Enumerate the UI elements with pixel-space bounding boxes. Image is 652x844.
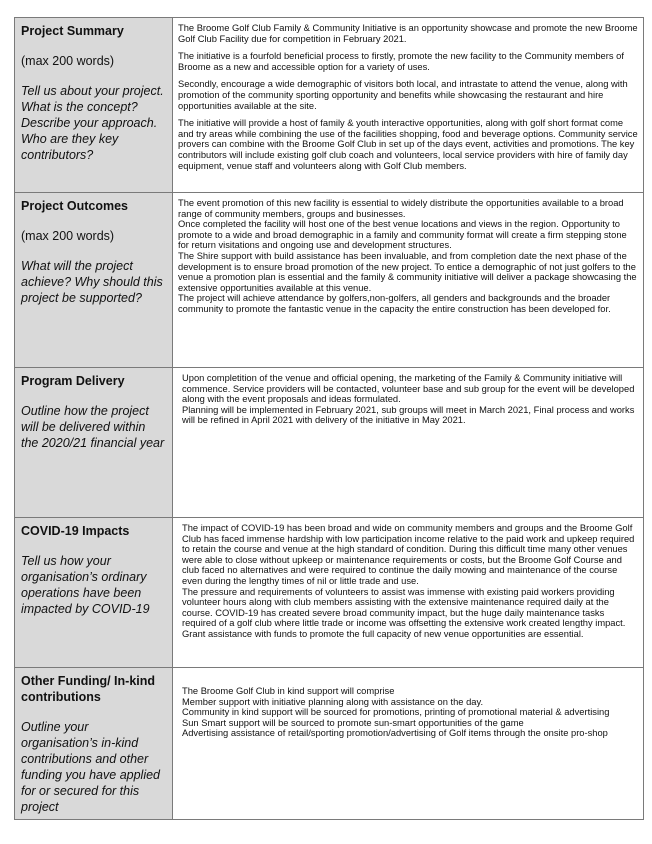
section-label-cell bbox=[15, 518, 173, 668]
section-response-cell[interactable] bbox=[173, 518, 644, 668]
response-line: The project will achieve attendance by golfers,non-golfers, all genders and backgrounds and the broader community to promote the fantastic venue in the capacity the entire construction has been developed for. bbox=[178, 293, 611, 314]
response-line: Member support with initiative planning along with assistance on the day. bbox=[182, 696, 484, 707]
response-line: The Shire support with build assistance has been invaluable, and from completion date the next phase of the development is to ensure broad promotion of the new project. To entice a demographic of not just golfers to the venue a promotion plan is essential and the family & community initiative will deliver a package showcasing the extensive opportunities available at this venue. bbox=[178, 250, 637, 293]
section-prompt: What will the project achieve? Why should this project be supported? bbox=[21, 259, 163, 305]
section-row-project-summary bbox=[15, 18, 644, 193]
response-paragraph: The Broome Golf Club Family & Community Initiative is an opportunity showcase and promote the new Broome Golf Club Facility due for competition in February 2021. bbox=[178, 23, 638, 44]
response-line: The Broome Golf Club in kind support will comprise bbox=[182, 686, 395, 696]
grant-application-table bbox=[14, 17, 644, 820]
section-prompt: Tell us about your project. What is the concept? Describe your approach. Who are they key contributors? bbox=[21, 84, 164, 162]
response-paragraph: Secondly, encourage a wide demographic of visitors both local, and intrastate to attend the venue, along with promotion of the community sporting opportunity and benefits while showcasing the restaurant and hire opportunities available at the site. bbox=[178, 79, 628, 111]
response-line: Advertising assistance of retail/sporting promotion/advertising of Golf items through the onsite pro-shop bbox=[182, 728, 608, 739]
response-paragraph: The initiative will provide a host of family & youth interactive opportunities, along with golf short format come and try areas while combining the use of the facilities shopping, food and beverage options. Community service provers can combine with the Broome Golf Club in set up of the days event, activities and promotions. The key contributors will include existing golf club coach and volunteers, local service providers with hire of family day equipment, venue staff and volunteers along with Golf Club members. bbox=[178, 118, 638, 171]
response-line: Grant assistance with funds to promote the full capacity of new venue opportunities are essential. bbox=[182, 628, 584, 639]
section-row-program-delivery bbox=[15, 368, 644, 518]
section-row-project-outcomes bbox=[15, 193, 644, 368]
section-heading: COVID-19 Impacts bbox=[21, 524, 130, 538]
section-prompt: Tell us how your organisation’s ordinary operations have been impacted by COVID-19 bbox=[21, 554, 150, 616]
section-prompt: Outline how the project will be delivered within the 2020/21 financial year bbox=[21, 404, 165, 450]
section-heading: Project Outcomes bbox=[21, 199, 128, 213]
response-line: The impact of COVID-19 has been broad and wide on community members and groups and the Broome Golf Club has faced immense hardship with low participation income relative to the paid work and upkeep required to retain the course and venue at the high standard of condition. During this difficult time many other venues were able to close without upkeep or maintenance requirements or costs, but the Broome Golf Course and club faced no alternatives and were required to continue the daily mowing and maintenance of the course even during the lengthy times of nil or little trade and use. bbox=[182, 523, 635, 586]
response-line: The event promotion of this new facility is essential to widely distribute the opportunities available to a broad range of community members, groups and businesses. bbox=[178, 198, 624, 219]
section-row-covid-impacts bbox=[15, 518, 644, 668]
section-label-cell bbox=[15, 368, 173, 518]
response-line: Community in kind support will be sourced for promotions, printing of promotional material & advertising bbox=[182, 707, 610, 718]
response-line: Upon completition of the venue and official opening, the marketing of the Family & Community initiative will commence. Service providers will be contacted, volunteer base and sub group for the event will be developed along with the event proposals and ideas formulated. bbox=[182, 373, 635, 405]
word-limit: (max 200 words) bbox=[21, 229, 115, 243]
section-response-cell[interactable] bbox=[173, 668, 644, 820]
section-heading: Project Summary bbox=[21, 24, 124, 38]
response-line: Once completed the facility will host one of the best venue locations and views in the region. Opportunity to promote to a wide and broad demographic in a family and community format will create a firm stepping stone for return visitations and ongoing use and development structures. bbox=[178, 219, 627, 251]
response-paragraph: The initiative is a fourfold beneficial process to firstly, promote the new facility to the Community members of Broome as a new and accessible option for a variety of uses. bbox=[178, 51, 624, 72]
section-heading: Program Delivery bbox=[21, 374, 125, 388]
section-label-cell bbox=[15, 668, 173, 820]
section-prompt: Outline your organisation’s in-kind contributions and other funding you have applied for or secured for this project bbox=[21, 720, 161, 814]
response-line: Planning will be implemented in February 2021, sub groups will meet in March 2021, Final process and works will be refined in April 2021 with delivery of the initiative in May 2021. bbox=[182, 404, 635, 426]
section-response-cell[interactable] bbox=[173, 193, 644, 368]
response-line: The pressure and requirements of volunteers to assist was immense with existing paid workers providing volunteer hours along with club members assisting with the extensive maintenance required daily at the course. COVID-19 has created severe broad community impact, but the huge daily maintenance tasks required of a golf club where little trade or income was offsetting the extensive work created lengthy impact. bbox=[182, 586, 626, 629]
section-heading: Other Funding/ In-kind contributions bbox=[21, 674, 156, 704]
word-limit: (max 200 words) bbox=[21, 54, 115, 68]
response-line: Sun Smart support will be sourced to promote sun-smart opportunities of the game bbox=[182, 717, 524, 728]
section-label-cell bbox=[15, 193, 173, 368]
section-row-other-funding bbox=[15, 668, 644, 820]
section-response-cell[interactable] bbox=[173, 368, 644, 518]
section-label-cell bbox=[15, 18, 173, 193]
section-response-cell[interactable] bbox=[173, 18, 644, 193]
